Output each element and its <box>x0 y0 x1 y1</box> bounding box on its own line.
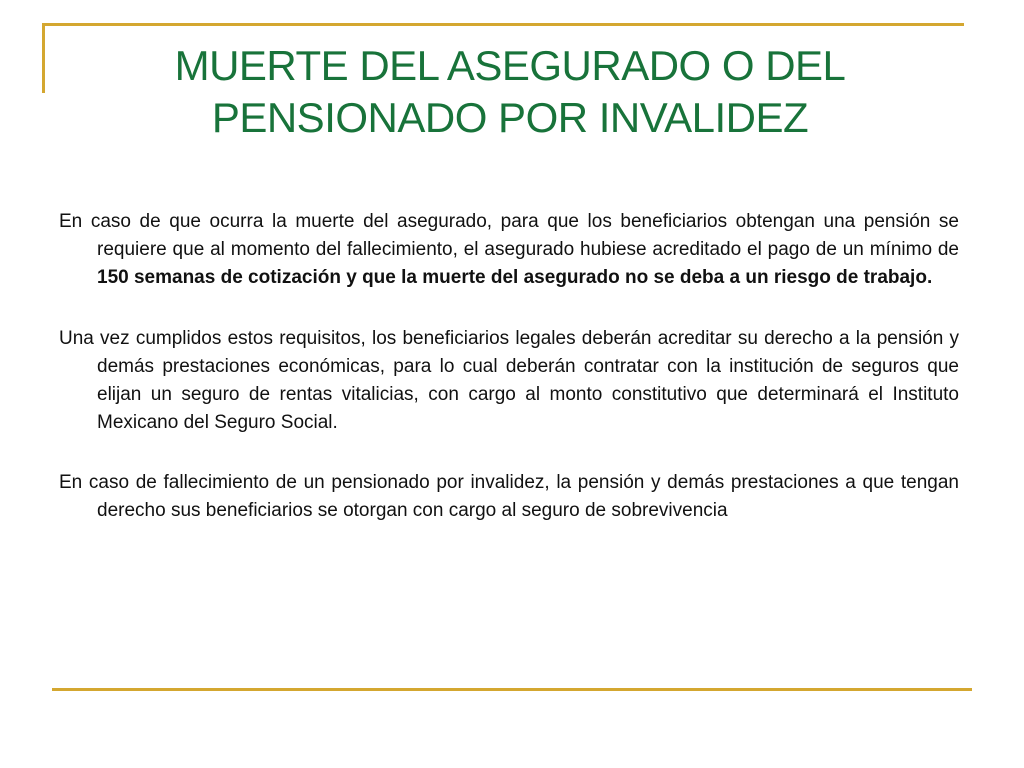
paragraph-1-bold: 150 semanas de cotización y que la muerte del asegurado no se deba a un riesgo de trabajo. <box>97 267 933 288</box>
paragraph-2: Una vez cumplidos estos requisitos, los beneficiarios legales deberán acreditar su derecho a la pensión y demás prestaciones económicas, para lo cual deberán contratar con la institución de seguros que elijan un seguro de rentas vitalicias, con cargo al monto constitutivo que determinará el Instituto Mexicano del Seguro Social. <box>59 328 959 433</box>
paragraph-1-text: En caso de que ocurra la muerte del asegurado, para que los beneficiarios obtengan una pensión se requiere que al momento del fallecimiento, el asegurado hubiese acreditado el pago de un mínimo de <box>59 211 959 260</box>
slide-title <box>60 40 960 144</box>
title-line-1: MUERTE DEL ASEGURADO O DEL <box>174 42 846 89</box>
bottom-rule <box>52 688 972 691</box>
slide-body <box>59 208 959 558</box>
paragraph-1 <box>59 208 959 292</box>
paragraph-3: En caso de fallecimiento de un pensionado por invalidez, la pensión y demás prestaciones a que tengan derecho sus beneficiarios se otorgan con cargo al seguro de sobrevivencia <box>59 472 959 521</box>
top-rule <box>42 23 964 26</box>
left-rule <box>42 23 45 93</box>
title-line-2: PENSIONADO POR INVALIDEZ <box>211 94 809 141</box>
